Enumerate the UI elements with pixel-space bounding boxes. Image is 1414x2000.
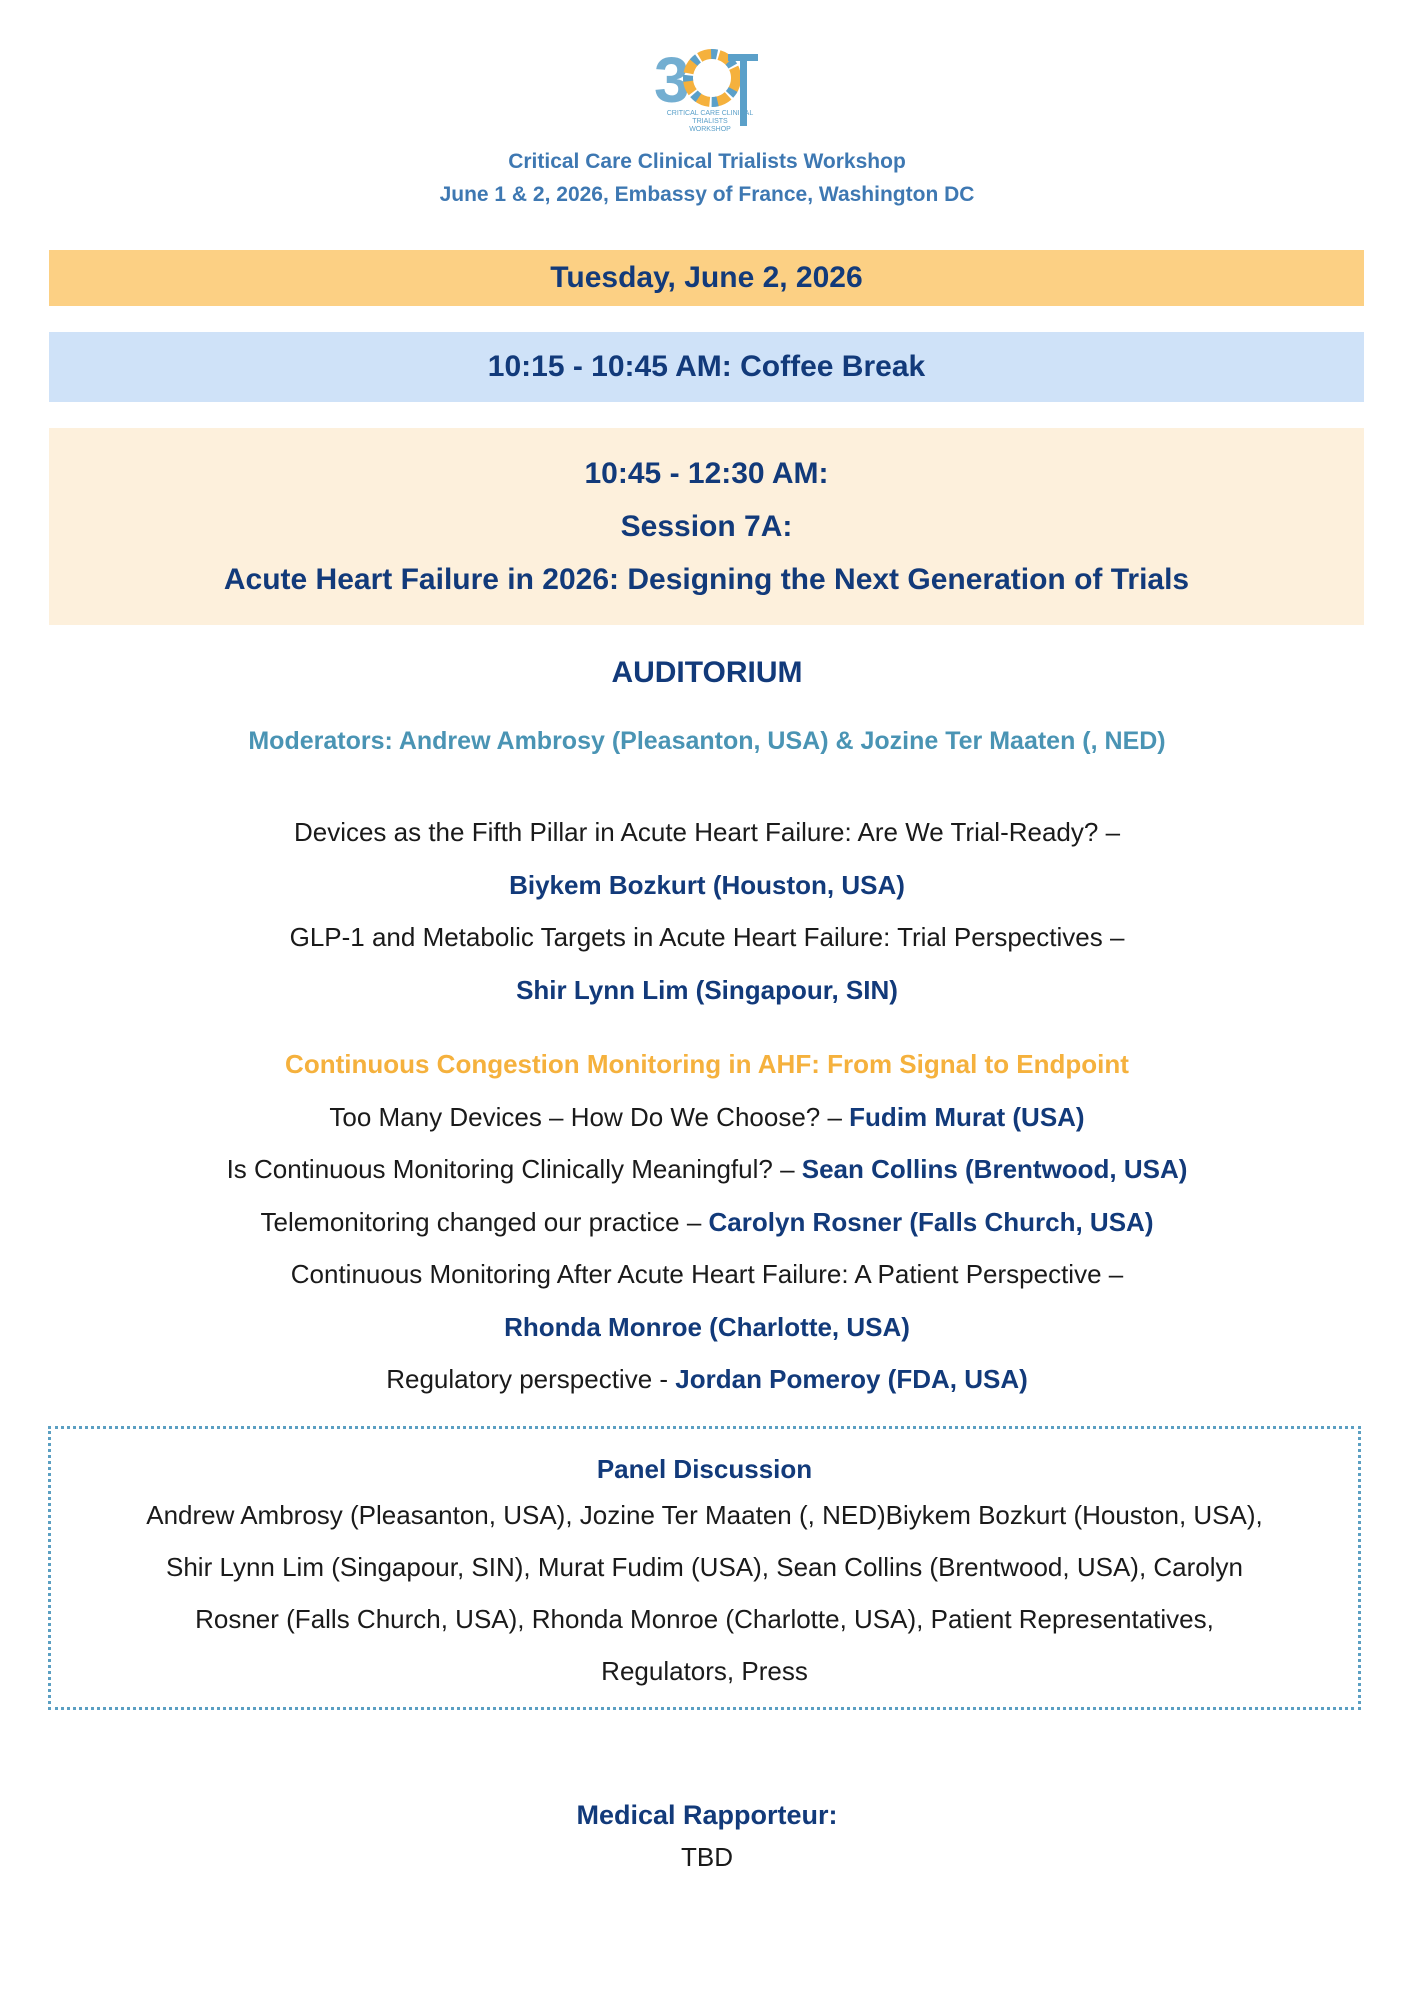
talk-title: GLP-1 and Metabolic Targets in Acute Heart Failure: Trial Perspectives – bbox=[289, 922, 1125, 952]
subsession-title: Continuous Congestion Monitoring in AHF: From Signal to Endpoint bbox=[285, 1049, 1129, 1079]
talk-title: Devices as the Fifth Pillar in Acute Heart Failure: Are We Trial-Ready? – bbox=[293, 817, 1121, 847]
talk-speaker: Biykem Bozkurt (Houston, USA) bbox=[509, 869, 905, 900]
session-title: Acute Heart Failure in 2026: Designing the Next Generation of Trials bbox=[223, 563, 1190, 596]
talk-speaker: Carolyn Rosner (Falls Church, USA) bbox=[708, 1206, 1154, 1237]
talk-line bbox=[0, 1091, 1414, 1144]
room-name: AUDITORIUM bbox=[611, 656, 803, 689]
talk-speaker: Rhonda Monroe (Charlotte, USA) bbox=[504, 1311, 910, 1342]
talk-speaker: Fudim Murat (USA) bbox=[849, 1101, 1085, 1132]
talk-speaker: Jordan Pomeroy (FDA, USA) bbox=[675, 1364, 1028, 1394]
workshop-logo bbox=[0, 40, 1414, 135]
logo-text-line-2: TRIALISTS bbox=[692, 118, 728, 125]
panel-line: Andrew Ambrosy (Pleasanton, USA), Jozine Ter Maaten (, NED)Biykem Bozkurt (Houston, USA), bbox=[146, 1500, 1263, 1530]
moderators: Moderators: Andrew Ambrosy (Pleasanton, USA) & Jozine Ter Maaten (, NED) bbox=[248, 727, 1166, 755]
panel-line: Shir Lynn Lim (Singapour, SIN), Murat Fudim (USA), Sean Collins (Brentwood, USA), Carolyn bbox=[166, 1552, 1243, 1582]
talk-title: Telemonitoring changed our practice – bbox=[260, 1206, 709, 1237]
talk-list bbox=[0, 806, 1414, 1406]
rapporteur-value: TBD bbox=[681, 1842, 733, 1872]
talk-line bbox=[0, 1196, 1414, 1249]
talk-line bbox=[0, 1353, 1414, 1406]
coffee-break-label: 10:15 - 10:45 AM: Coffee Break bbox=[487, 350, 926, 383]
talk-title: Too Many Devices – How Do We Choose? – bbox=[329, 1101, 850, 1132]
panel-line: Rosner (Falls Church, USA), Rhonda Monroe (Charlotte, USA), Patient Representatives, bbox=[195, 1604, 1214, 1634]
session-banner bbox=[49, 428, 1364, 625]
talk-speaker: Sean Collins (Brentwood, USA) bbox=[801, 1154, 1188, 1184]
talk-title: Continuous Monitoring After Acute Heart Failure: A Patient Perspective – bbox=[290, 1259, 1124, 1289]
talk-speaker: Shir Lynn Lim (Singapour, SIN) bbox=[516, 974, 898, 1005]
workshop-title: Critical Care Clinical Trialists Workshop bbox=[508, 150, 906, 173]
svg-text:3: 3 bbox=[654, 44, 690, 116]
panel-participants bbox=[51, 1489, 1358, 1697]
panel-title: Panel Discussion bbox=[596, 1454, 813, 1484]
session-time: 10:45 - 12:30 AM: bbox=[584, 457, 829, 490]
talk-line bbox=[0, 1143, 1414, 1196]
coffee-break-banner bbox=[49, 332, 1364, 402]
session-name: Session 7A: bbox=[620, 510, 793, 543]
panel-line: Regulators, Press bbox=[601, 1656, 808, 1686]
day-banner bbox=[49, 250, 1364, 306]
logo-text-line-1: CRITICAL CARE CLINICAL bbox=[666, 110, 754, 117]
day-label: Tuesday, June 2, 2026 bbox=[550, 261, 863, 294]
workshop-date-venue: June 1 & 2, 2026, Embassy of France, Washington DC bbox=[439, 183, 975, 206]
rapporteur-label: Medical Rapporteur: bbox=[576, 1800, 838, 1830]
talk-title: Is Continuous Monitoring Clinically Meaningful? – bbox=[226, 1154, 802, 1184]
panel-discussion-box bbox=[48, 1426, 1361, 1710]
talk-title: Regulatory perspective - bbox=[386, 1364, 676, 1394]
logo-text-line-3: WORKSHOP bbox=[689, 126, 731, 133]
logo-3ct-mark bbox=[642, 40, 772, 135]
